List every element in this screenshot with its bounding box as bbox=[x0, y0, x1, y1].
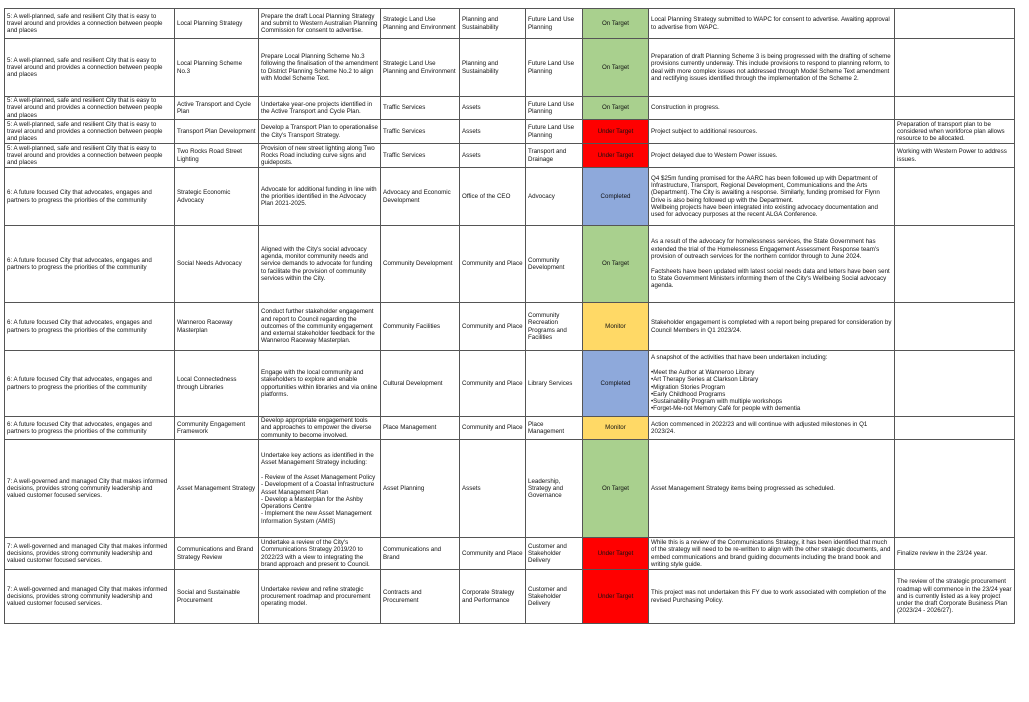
project-name-text: Transport Plan Development bbox=[177, 127, 256, 135]
next-steps-text: The review of the strategic procurement roadmap will commence in the 23/24 year and is currently listed as a key project under the draft Corporate Business Plan (2023/24 - 2026/27). bbox=[897, 578, 1012, 615]
table-row bbox=[5, 570, 1015, 624]
progress-comment-text: A snapshot of the activities that have been undertaken including: •Meet the Author at Wanneroo Library •Art Therapy Series at Clarkson Library •Migration Stories Program •Early Childhood Programs •Sustainability Program with multiple workshops •Forget-Me-not Memory Café for people with dementia bbox=[651, 354, 828, 413]
project-name-cell bbox=[175, 39, 259, 97]
action-description-text: Prepare the draft Local Planning Strategy and submit to Western Australian Planning Commission for consent to advertise. bbox=[261, 12, 378, 35]
directorate-cell bbox=[460, 9, 526, 39]
strategic-objective-cell bbox=[5, 226, 175, 303]
table-row bbox=[5, 303, 1015, 351]
strategic-objective-cell bbox=[5, 97, 175, 120]
directorate-cell bbox=[460, 226, 526, 303]
strategic-objective-text: 6: A future focused City that advocates, engages and partners to progress the priorities of the community bbox=[7, 420, 152, 435]
function-text: Transport and Drainage bbox=[528, 148, 567, 163]
progress-comment-cell bbox=[649, 9, 895, 39]
table-row bbox=[5, 351, 1015, 417]
function-text: Library Services bbox=[528, 379, 573, 387]
strategic-objective-text: 5: A well-planned, safe and resilient City that is easy to travel around and provides a connection between people and places bbox=[7, 97, 163, 119]
directorate-cell bbox=[460, 570, 526, 624]
action-description-cell bbox=[259, 538, 381, 570]
progress-comment-text: Action commenced in 2022/23 and will continue with adjusted milestones in Q1 2023/24. bbox=[651, 420, 868, 435]
status-text: Monitor bbox=[605, 322, 626, 330]
strategic-objective-text: 5: A well-planned, safe and resilient City that is easy to travel around and provides a connection between people and places bbox=[7, 12, 163, 35]
function-text: Customer and Stakeholder Delivery bbox=[528, 585, 567, 608]
service-unit-cell bbox=[381, 440, 460, 538]
project-name-text: Strategic Economic Advocacy bbox=[177, 189, 231, 204]
project-name-cell bbox=[175, 9, 259, 39]
service-unit-cell bbox=[381, 226, 460, 303]
service-unit-text: Strategic Land Use Planning and Environment bbox=[383, 60, 456, 75]
strategic-objective-cell bbox=[5, 303, 175, 351]
service-unit-cell bbox=[381, 144, 460, 168]
next-steps-cell bbox=[895, 97, 1015, 120]
function-cell bbox=[526, 570, 583, 624]
action-description-cell bbox=[259, 120, 381, 144]
progress-comment-text: Local Planning Strategy submitted to WAPC for consent to advertise. Awaiting approval to advertise from WAPC. bbox=[651, 16, 890, 31]
action-description-text: Undertake a review of the City's Communications Strategy 2019/20 to 2022/23 with a view to integrating the brand approach and present to Council. bbox=[261, 538, 370, 568]
next-steps-cell bbox=[895, 351, 1015, 417]
function-cell bbox=[526, 538, 583, 570]
strategic-objective-text: 6: A future focused City that advocates, engages and partners to progress the priorities of the community bbox=[7, 319, 152, 334]
function-text: Future Land Use Planning bbox=[528, 60, 575, 75]
directorate-text: Planning and Sustainability bbox=[462, 60, 499, 75]
service-unit-text: Traffic Services bbox=[383, 127, 426, 135]
progress-comment-text: Preparation of draft Planning Scheme 3 is being progressed with the drafting of scheme provisions currently underway. This include provisions to respond to planning reform, to deal with more complex issues not addressed through Model Scheme Text amendment and rectifying issues identified through the implementation of the Scheme 2. bbox=[651, 52, 891, 82]
service-unit-text: Cultural Development bbox=[383, 379, 443, 387]
project-name-cell bbox=[175, 97, 259, 120]
project-name-text: Two Rocks Road Street Lighting bbox=[177, 148, 242, 163]
table-row bbox=[5, 168, 1015, 226]
project-name-cell bbox=[175, 168, 259, 226]
directorate-cell bbox=[460, 440, 526, 538]
function-cell bbox=[526, 440, 583, 538]
service-unit-text: Place Management bbox=[383, 424, 437, 432]
report-body bbox=[5, 9, 1015, 624]
progress-comment-cell bbox=[649, 97, 895, 120]
function-text: Community Development bbox=[528, 256, 565, 271]
project-name-text: Active Transport and Cycle Plan bbox=[177, 100, 251, 115]
service-unit-cell bbox=[381, 538, 460, 570]
progress-comment-text: Q4 $25m funding promised for the AARC has been followed up with Department of Infrastructure, Transport, Regional Development, Communications and the Arts (Department). The City is awaiting a response. Similarly, funding promised for Flynn Drive is also being followed up with the Department. Wellbeing projects have been integrated into existing advocacy documentation and used for advocacy purposes at the recent ALGA Conference. bbox=[651, 174, 880, 219]
table-row bbox=[5, 440, 1015, 538]
function-text: Community Recreation Programs and Facilities bbox=[528, 311, 567, 341]
strategic-objective-cell bbox=[5, 351, 175, 417]
action-description-cell bbox=[259, 570, 381, 624]
project-name-cell bbox=[175, 440, 259, 538]
function-text: Customer and Stakeholder Delivery bbox=[528, 542, 567, 565]
service-unit-cell bbox=[381, 168, 460, 226]
next-steps-cell bbox=[895, 120, 1015, 144]
project-name-cell bbox=[175, 120, 259, 144]
progress-comment-text: Project subject to additional resources. bbox=[651, 127, 758, 135]
action-description-cell bbox=[259, 226, 381, 303]
status-text: Monitor bbox=[605, 424, 626, 432]
directorate-cell bbox=[460, 168, 526, 226]
table-row bbox=[5, 144, 1015, 168]
project-name-text: Local Planning Strategy bbox=[177, 19, 243, 27]
service-unit-text: Advocacy and Economic Development bbox=[383, 189, 451, 204]
project-name-text: Wanneroo Raceway Masterplan bbox=[177, 319, 233, 334]
project-name-text: Social Needs Advocacy bbox=[177, 260, 242, 268]
table-row bbox=[5, 97, 1015, 120]
table-row bbox=[5, 39, 1015, 97]
status-text: Under Target bbox=[597, 127, 634, 135]
directorate-text: Assets bbox=[462, 151, 481, 159]
function-cell bbox=[526, 303, 583, 351]
next-steps-cell bbox=[895, 440, 1015, 538]
status-cell bbox=[583, 303, 649, 351]
service-unit-text: Communications and Brand bbox=[383, 546, 442, 561]
strategic-objective-cell bbox=[5, 120, 175, 144]
progress-comment-cell bbox=[649, 168, 895, 226]
status-text: Under Target bbox=[597, 549, 634, 557]
table-row bbox=[5, 538, 1015, 570]
function-cell bbox=[526, 226, 583, 303]
function-cell bbox=[526, 144, 583, 168]
directorate-text: Assets bbox=[462, 127, 481, 135]
directorate-cell bbox=[460, 351, 526, 417]
directorate-text: Community and Place bbox=[462, 424, 523, 432]
action-description-text: Conduct further stakeholder engagement and report to Council regarding the outcomes of the community engagement and external stakeholder feedback for the Wanneroo Raceway Masterplan. bbox=[261, 308, 375, 345]
strategic-objective-text: 6: A future focused City that advocates, engages and partners to progress the priorities of the community bbox=[7, 256, 152, 271]
progress-comment-text: Asset Management Strategy items being progressed as scheduled. bbox=[651, 484, 836, 492]
next-steps-cell bbox=[895, 9, 1015, 39]
progress-comment-text: As a result of the advocacy for homelessness services, the State Government has extended the trial of the Homelessness Engagement Assessment Response team's provision of outreach services for the northern corridor through to June 2024. Factsheets have been updated with latest social needs data and letters have been sent to State Government Ministers informing them of the City's Wellbeing Social advocacy agenda. bbox=[651, 238, 890, 290]
action-description-cell bbox=[259, 97, 381, 120]
project-name-cell bbox=[175, 144, 259, 168]
project-name-cell bbox=[175, 351, 259, 417]
project-name-cell bbox=[175, 417, 259, 440]
progress-comment-cell bbox=[649, 120, 895, 144]
progress-comment-cell bbox=[649, 417, 895, 440]
directorate-text: Office of the CEO bbox=[462, 192, 511, 200]
action-description-text: Aligned with the City's social advocacy agenda, monitor community needs and service demands to advocate for funding to facilitate the provision of community services within the City. bbox=[261, 245, 373, 282]
action-description-text: Engage with the local community and stakeholders to explore and enable opportunities within libraries and via online platforms. bbox=[261, 368, 378, 398]
progress-comment-cell bbox=[649, 538, 895, 570]
next-steps-cell bbox=[895, 226, 1015, 303]
status-text: On Target bbox=[601, 484, 630, 492]
service-unit-cell bbox=[381, 570, 460, 624]
status-cell bbox=[583, 120, 649, 144]
function-cell bbox=[526, 417, 583, 440]
directorate-cell bbox=[460, 97, 526, 120]
next-steps-cell bbox=[895, 144, 1015, 168]
function-text: Leadership, Strategy and Governance bbox=[528, 477, 564, 500]
directorate-text: Community and Place bbox=[462, 379, 523, 387]
status-cell bbox=[583, 226, 649, 303]
service-unit-text: Strategic Land Use Planning and Environment bbox=[383, 16, 456, 31]
service-unit-cell bbox=[381, 303, 460, 351]
action-description-cell bbox=[259, 9, 381, 39]
service-unit-cell bbox=[381, 39, 460, 97]
project-name-text: Asset Management Strategy bbox=[177, 484, 256, 492]
action-description-text: Undertake year-one projects identified in the Active Transport and Cycle Plan. bbox=[261, 100, 373, 115]
strategic-objective-cell bbox=[5, 417, 175, 440]
next-steps-cell bbox=[895, 303, 1015, 351]
service-unit-cell bbox=[381, 417, 460, 440]
project-name-text: Communications and Brand Strategy Review bbox=[177, 546, 254, 561]
status-text: On Target bbox=[601, 63, 630, 71]
table-row bbox=[5, 226, 1015, 303]
status-cell bbox=[583, 351, 649, 417]
function-cell bbox=[526, 120, 583, 144]
project-name-text: Social and Sustainable Procurement bbox=[177, 589, 240, 604]
function-text: Place Management bbox=[528, 420, 565, 435]
project-name-cell bbox=[175, 226, 259, 303]
directorate-cell bbox=[460, 39, 526, 97]
progress-comment-cell bbox=[649, 440, 895, 538]
next-steps-cell bbox=[895, 538, 1015, 570]
directorate-text: Assets bbox=[462, 104, 481, 112]
status-text: Under Target bbox=[597, 592, 634, 600]
strategic-objective-text: 7: A well-governed and managed City that makes informed decisions, provides strong community leadership and valued customer focused services. bbox=[7, 477, 168, 500]
action-description-cell bbox=[259, 168, 381, 226]
action-description-cell bbox=[259, 144, 381, 168]
status-cell bbox=[583, 9, 649, 39]
progress-comment-cell bbox=[649, 226, 895, 303]
action-description-text: Develop appropriate engagement tools and approaches to empower the diverse community to become involved. bbox=[261, 417, 372, 439]
project-name-text: Local Planning Scheme No.3 bbox=[177, 60, 243, 75]
action-description-text: Advocate for additional funding in line with the priorities identified in the Advocacy Plan 2021-2025. bbox=[261, 185, 377, 208]
status-text: On Target bbox=[601, 19, 630, 27]
status-text: On Target bbox=[601, 104, 630, 112]
function-cell bbox=[526, 168, 583, 226]
function-text: Future Land Use Planning bbox=[528, 16, 575, 31]
strategic-objective-cell bbox=[5, 9, 175, 39]
strategic-objective-text: 6: A future focused City that advocates, engages and partners to progress the priorities of the community bbox=[7, 189, 152, 204]
status-cell bbox=[583, 417, 649, 440]
strategic-objective-text: 7: A well-governed and managed City that makes informed decisions, provides strong community leadership and valued customer focused services. bbox=[7, 585, 168, 608]
status-cell bbox=[583, 97, 649, 120]
status-text: On Target bbox=[601, 260, 630, 268]
status-cell bbox=[583, 39, 649, 97]
service-unit-text: Community Facilities bbox=[383, 322, 441, 330]
project-name-cell bbox=[175, 538, 259, 570]
directorate-cell bbox=[460, 417, 526, 440]
service-unit-cell bbox=[381, 97, 460, 120]
directorate-cell bbox=[460, 144, 526, 168]
function-cell bbox=[526, 9, 583, 39]
next-steps-cell bbox=[895, 417, 1015, 440]
progress-comment-text: This project was not undertaken this FY due to work associated with completion of the revised Purchasing Policy. bbox=[651, 589, 887, 604]
progress-comment-cell bbox=[649, 570, 895, 624]
directorate-text: Community and Place bbox=[462, 549, 523, 557]
action-description-cell bbox=[259, 440, 381, 538]
progress-comment-cell bbox=[649, 303, 895, 351]
strategic-objective-text: 5: A well-planned, safe and resilient City that is easy to travel around and provides a connection between people and places bbox=[7, 120, 163, 143]
action-description-cell bbox=[259, 303, 381, 351]
progress-comment-cell bbox=[649, 39, 895, 97]
project-name-text: Local Connectedness through Libraries bbox=[177, 376, 237, 391]
function-text: Advocacy bbox=[528, 192, 555, 200]
directorate-cell bbox=[460, 120, 526, 144]
function-cell bbox=[526, 97, 583, 120]
status-cell bbox=[583, 538, 649, 570]
status-cell bbox=[583, 440, 649, 538]
directorate-text: Planning and Sustainability bbox=[462, 16, 499, 31]
status-text: Completed bbox=[600, 192, 631, 200]
table-row bbox=[5, 417, 1015, 440]
function-cell bbox=[526, 351, 583, 417]
action-description-cell bbox=[259, 417, 381, 440]
service-unit-text: Contracts and Procurement bbox=[383, 589, 422, 604]
progress-comment-text: While this is a review of the Communications Strategy, it has been identified that much of the strategy will need to be re-written to align with the other strategic documents, and embed communications and brand guiding documents including the brand book and writing style guide. bbox=[651, 538, 891, 568]
performance-report-table bbox=[4, 8, 1015, 624]
project-name-cell bbox=[175, 303, 259, 351]
service-unit-cell bbox=[381, 351, 460, 417]
directorate-cell bbox=[460, 538, 526, 570]
strategic-objective-cell bbox=[5, 144, 175, 168]
service-unit-text: Traffic Services bbox=[383, 151, 426, 159]
service-unit-cell bbox=[381, 120, 460, 144]
directorate-cell bbox=[460, 303, 526, 351]
action-description-text: Develop a Transport Plan to operationalise the City's Transport Strategy. bbox=[261, 124, 378, 139]
directorate-text: Community and Place bbox=[462, 322, 523, 330]
strategic-objective-cell bbox=[5, 570, 175, 624]
strategic-objective-text: 5: A well-planned, safe and resilient City that is easy to travel around and provides a connection between people and places bbox=[7, 56, 163, 79]
progress-comment-text: Construction in progress. bbox=[651, 104, 720, 112]
action-description-text: Provision of new street lighting along Two Rocks Road including curve signs and guideposts. bbox=[261, 144, 375, 167]
strategic-objective-cell bbox=[5, 39, 175, 97]
function-text: Future Land Use Planning bbox=[528, 124, 575, 139]
status-cell bbox=[583, 144, 649, 168]
action-description-text: Prepare Local Planning Scheme No.3 following the finalisation of the amendment to District Planning Scheme No.2 to align with Model Scheme Text. bbox=[261, 52, 378, 82]
status-text: Under Target bbox=[597, 151, 634, 159]
status-cell bbox=[583, 570, 649, 624]
table-row bbox=[5, 9, 1015, 39]
status-cell bbox=[583, 168, 649, 226]
project-name-text: Community Engagement Framework bbox=[177, 420, 246, 435]
strategic-objective-cell bbox=[5, 168, 175, 226]
status-text: Completed bbox=[600, 379, 631, 387]
function-cell bbox=[526, 39, 583, 97]
strategic-objective-cell bbox=[5, 440, 175, 538]
progress-comment-text: Project delayed due to Western Power issues. bbox=[651, 151, 778, 159]
next-steps-text: Finalize review in the 23/24 year. bbox=[897, 549, 988, 557]
next-steps-cell bbox=[895, 168, 1015, 226]
action-description-text: Undertake key actions as identified in the Asset Management Strategy including: - Review of the Asset Management Policy - Development of a Coastal Infrastructure Asset Management Plan - Develop a Masterplan for the Ashby Operations Centre - Implement the new Asset Management Information System (AMIS) bbox=[261, 452, 376, 525]
strategic-objective-text: 5: A well-planned, safe and resilient City that is easy to travel around and provides a connection between people and places bbox=[7, 144, 163, 167]
next-steps-text: Working with Western Power to address issues. bbox=[897, 148, 1007, 163]
directorate-text: Corporate Strategy and Performance bbox=[462, 589, 515, 604]
service-unit-text: Asset Planning bbox=[383, 484, 425, 492]
action-description-cell bbox=[259, 351, 381, 417]
service-unit-cell bbox=[381, 9, 460, 39]
strategic-objective-text: 7: A well-governed and managed City that makes informed decisions, provides strong community leadership and valued customer focused services. bbox=[7, 542, 168, 565]
service-unit-text: Traffic Services bbox=[383, 104, 426, 112]
action-description-cell bbox=[259, 39, 381, 97]
strategic-objective-text: 6: A future focused City that advocates, engages and partners to progress the priorities of the community bbox=[7, 376, 152, 391]
progress-comment-cell bbox=[649, 144, 895, 168]
strategic-objective-cell bbox=[5, 538, 175, 570]
directorate-text: Assets bbox=[462, 484, 481, 492]
action-description-text: Undertake review and refine strategic procurement roadmap and procurement operating model. bbox=[261, 585, 371, 608]
function-text: Future Land Use Planning bbox=[528, 100, 575, 115]
next-steps-text: Preparation of transport plan to be considered when workforce plan allows resource to be allocated. bbox=[897, 120, 1005, 143]
service-unit-text: Community Development bbox=[383, 260, 453, 268]
progress-comment-text: Stakeholder engagement is completed with a report being prepared for consideration by Council Members in Q1 2023/24. bbox=[651, 319, 892, 334]
directorate-text: Community and Place bbox=[462, 260, 523, 268]
table-row bbox=[5, 120, 1015, 144]
next-steps-cell bbox=[895, 570, 1015, 624]
next-steps-cell bbox=[895, 39, 1015, 97]
project-name-cell bbox=[175, 570, 259, 624]
progress-comment-cell bbox=[649, 351, 895, 417]
